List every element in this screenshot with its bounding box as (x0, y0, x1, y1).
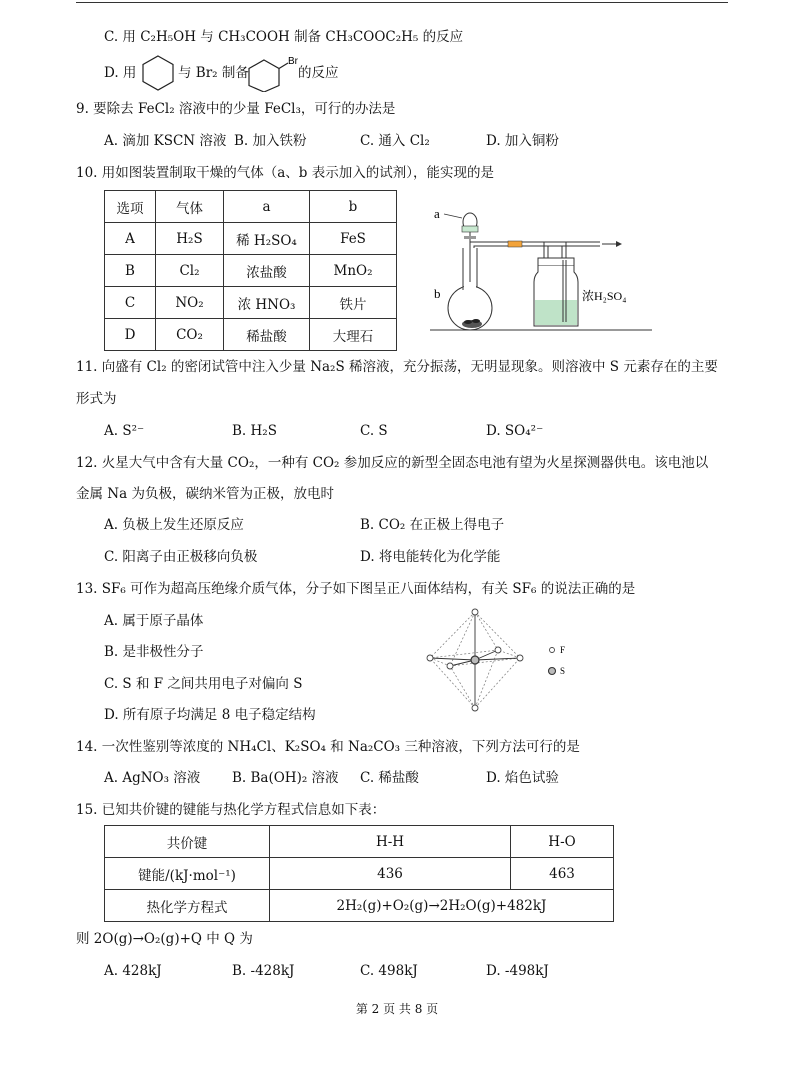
q14-stem: 14. 一次性鉴别等浓度的 NH₄Cl、K₂SO₄ 和 Na₂CO₃ 三种溶液，下列方法可行的是 (76, 739, 580, 755)
q11-stem-line2: 形式为 (76, 391, 117, 407)
q13-option-d: D. 所有原子均满足 8 电子稳定结构 (104, 707, 316, 723)
q12-option-a: A. 负极上发生还原反应 (104, 517, 244, 533)
table-row: 共价键 H-H H-O (105, 826, 614, 858)
q14-option-c: C. 稀盐酸 (360, 770, 419, 786)
q10-table (104, 190, 397, 351)
q15-table (104, 825, 614, 922)
q13-stem: 13. SF₆ 可作为超高压绝缘介质气体，分子如下图呈正八面体结构，有关 SF₆ 的说法正确的是 (76, 581, 636, 597)
q10-header-option: 选项 (105, 191, 156, 223)
legend-f: F (560, 645, 566, 655)
table-row: D CO₂ 稀盐酸 大理石 (105, 319, 397, 351)
q9-option-a: A. 滴加 KSCN 溶液 (104, 133, 227, 149)
top-rule (76, 2, 728, 3)
q10-header-b: b (310, 191, 397, 223)
bromobenzene-icon (244, 54, 304, 92)
s-atom-legend-icon (549, 668, 556, 675)
q11-stem-line1: 11. 向盛有 Cl₂ 的密闭试管中注入少量 Na₂S 稀溶液，充分振荡，无明显现象。则溶液中 S 元素存在的主要 (76, 359, 718, 375)
legend-s: S (560, 666, 566, 676)
q12-option-c: C. 阳离子由正极移向负极 (104, 549, 258, 565)
q14-option-b: B. Ba(OH)₂ 溶液 (232, 770, 339, 786)
q9-option-c: C. 通入 Cl₂ (360, 133, 430, 149)
q8-option-d-prefix: D. 用 (104, 65, 137, 81)
q15-question: 则 2O(g)→O₂(g)+Q 中 Q 为 (76, 931, 253, 947)
q11-option-b: B. H₂S (232, 423, 277, 439)
q8-option-d-suffix: 的反应 (298, 65, 339, 81)
q8-option-c: C. 用 C₂H₅OH 与 CH₃COOH 制备 CH₃COOC₂H₅ 的反应 (104, 29, 464, 45)
table-row: C NO₂ 浓 HNO₃ 铁片 (105, 287, 397, 319)
q9-option-d: D. 加入铜粉 (486, 133, 559, 149)
q15-stem: 15. 已知共价键的键能与热化学方程式信息如下表： (76, 802, 386, 818)
table-row: 热化学方程式 2H₂(g)+O₂(g)→2H₂O(g)+482kJ (105, 890, 614, 922)
q13-option-c: C. S 和 F 之间共用电子对偏向 S (104, 676, 303, 692)
page-footer: 第 2 页 共 8 页 (355, 1002, 439, 1016)
reagent-b-label: b (434, 286, 441, 301)
q15-option-a: A. 428kJ (104, 963, 162, 979)
q12-option-d: D. 将电能转化为化学能 (360, 549, 501, 565)
reagent-a-label: a (434, 206, 440, 221)
q12-stem-line1: 12. 火星大气中含有大量 CO₂，一种有 CO₂ 参加反应的新型全固态电池有望为火星探测器供电。该电池以 (76, 455, 709, 471)
q14-option-a: A. AgNO₃ 溶液 (104, 770, 201, 786)
q13-option-b: B. 是非极性分子 (104, 644, 204, 660)
q10-stem: 10. 用如图装置制取干燥的气体（a、b 表示加入的试剂），能实现的是 (76, 165, 494, 181)
q9-option-b: B. 加入铁粉 (234, 133, 307, 149)
f-atom-legend-icon (550, 648, 555, 653)
q8-option-d-mid: 与 Br₂ 制备 (178, 65, 249, 81)
table-row: A H₂S 稀 H₂SO₄ FeS (105, 223, 397, 255)
q15-option-d: D. -498kJ (486, 963, 549, 979)
gas-apparatus-diagram (426, 196, 656, 336)
br-label: Br (288, 56, 298, 67)
table-row: B Cl₂ 浓盐酸 MnO₂ (105, 255, 397, 287)
table-row: 键能/(kJ·mol⁻¹) 436 463 (105, 858, 614, 890)
q11-option-c: C. S (360, 423, 388, 439)
conc-sulfuric-acid-label: 浓H₂SO₄ (582, 289, 627, 303)
q10-header-gas: 气体 (156, 191, 224, 223)
q15-option-b: B. -428kJ (232, 963, 295, 979)
q12-option-b: B. CO₂ 在正极上得电子 (360, 517, 505, 533)
q13-option-a: A. 属于原子晶体 (104, 613, 204, 629)
sf6-octahedron-diagram (420, 606, 600, 716)
q12-stem-line2: 金属 Na 为负极，碳纳米管为正极，放电时 (76, 486, 334, 502)
q9-stem: 9. 要除去 FeCl₂ 溶液中的少量 FeCl₃，可行的办法是 (76, 101, 396, 117)
q14-option-d: D. 焰色试验 (486, 770, 559, 786)
q11-option-a: A. S²⁻ (104, 423, 145, 439)
q11-option-d: D. SO₄²⁻ (486, 423, 544, 439)
q15-option-c: C. 498kJ (360, 963, 418, 979)
q10-header-a: a (224, 191, 310, 223)
benzene-ring-icon (140, 54, 176, 92)
